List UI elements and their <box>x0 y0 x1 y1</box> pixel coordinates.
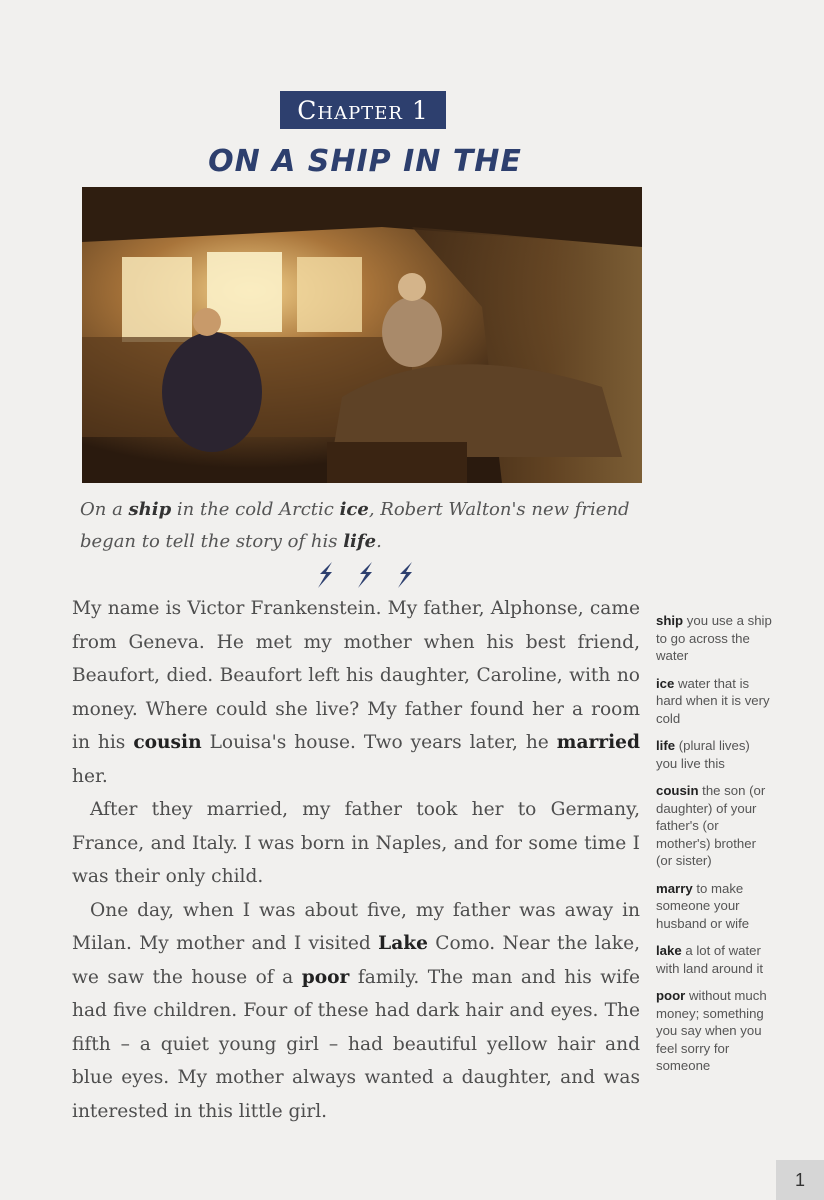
chapter-title: ON A SHIP IN THE <box>208 144 522 179</box>
cabin-window <box>122 252 362 342</box>
glossary-term-cousin: cousin <box>133 732 202 753</box>
glossary-entry: ice water that is hard when it is very cold <box>656 675 770 726</box>
lightning-divider-icon <box>300 560 430 590</box>
glossary-term-poor: poor <box>301 966 350 988</box>
glossary-term-life: life <box>343 531 377 552</box>
glossary-term-ship: ship <box>128 499 172 520</box>
seated-figure <box>162 332 262 452</box>
story-paragraph: After they married, my father took her to Germany, France, and Italy. I was born in Naples, and for some time I was their only child. <box>72 799 640 887</box>
glossary-term-ice: ice <box>339 499 369 520</box>
story-paragraph: One day, when I was about five, my father was away in Milan. My mother and I visited Lake Como. Near the lake, we saw the house of a poor family. The man and his wife had five children. Four of these had dark hair and eyes. The fifth – a quiet young girl – had beautiful yellow hair and blue eyes. My mother always wanted a daughter, and was interested in this little girl. <box>72 899 640 1122</box>
glossary-entry: lake a lot of water with land around it <box>656 943 764 976</box>
glossary-entry: marry to make someone your husband or wife <box>656 880 750 931</box>
chapter-label: Chapter 1 <box>280 91 446 129</box>
glossary-entry: ship you use a ship to go across the water <box>656 613 772 663</box>
story-text <box>72 592 640 1128</box>
glossary-entry: poor without much money; something you say when you feel sorry for someone <box>656 988 767 1073</box>
glossary-entry: life (plural lives) you live this <box>656 738 750 771</box>
glossary-term-married: married <box>556 732 640 753</box>
chapter-illustration <box>82 187 642 483</box>
page-number: 1 <box>776 1160 824 1200</box>
glossary-term-lake: Lake <box>378 933 428 954</box>
glossary-sidebar <box>656 612 774 1085</box>
standing-figure <box>382 297 442 367</box>
illustration-caption: On a ship in the cold Arctic ice, Robert Walton's new friend began to tell the story of his life. <box>80 499 630 552</box>
glossary-entry: cousin the son (or daughter) of your father's (or mother's) brother (or sister) <box>656 783 766 868</box>
story-paragraph: My name is Victor Frankenstein. My father, Alphonse, came from Geneva. He met my mother when his best friend, Beaufort, died. Beaufort left his daughter, Caroline, with no money. Where could she live? My father found her a room in his cousin Louisa's house. Two years later, he married her. <box>72 598 640 787</box>
